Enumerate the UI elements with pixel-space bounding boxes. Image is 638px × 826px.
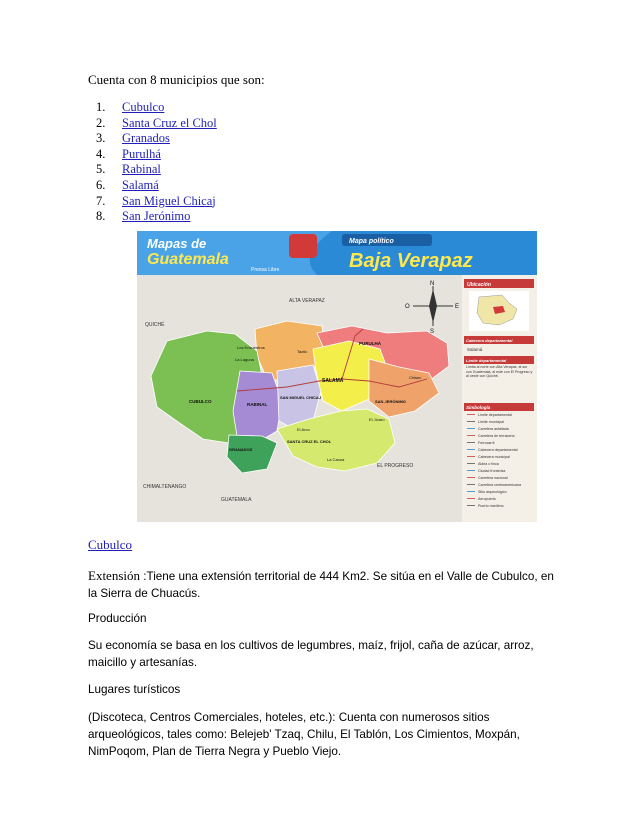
region-rabinal — [233, 371, 282, 443]
list-item — [96, 131, 217, 147]
place-label: Chisec — [409, 375, 422, 380]
legend-symbol-label: Carretera de terracería — [478, 434, 515, 438]
neighbor-label: ALTA VERAPAZ — [289, 298, 325, 304]
legend-symbol-label: Carretera nacional — [478, 476, 508, 480]
legend-symbol-label: Sitio arqueológico — [478, 490, 507, 494]
legend-symbol-label: Límite municipal — [478, 420, 504, 424]
neighbor-label: CHIMALTENANGO — [143, 484, 187, 490]
place-label: PURULHÁ — [359, 341, 381, 346]
map-title: Baja Verapaz — [349, 250, 473, 272]
list-item — [96, 162, 217, 178]
place-label: GRANADOS — [229, 447, 253, 452]
tourism-text: (Discoteca, Centros Comerciales, hoteles, etc.): Cuenta con numerosos sitios arqueológicos, tales como: Belejeb' Tzaq, Chilu, El Tablón, Los Cimientos, Moxpán, NimPoqom, Plan de Tierra Negra y Pueblo Viejo. — [88, 711, 520, 758]
legend-capital-title: Cabecera departamental — [466, 338, 513, 343]
place-label: El Jícaro — [369, 417, 385, 422]
compass-south: S — [430, 329, 435, 335]
municipality-link-san-jeronimo[interactable]: San Jerónimo — [122, 209, 191, 224]
municipality-link-rabinal[interactable]: Rabinal — [122, 162, 161, 177]
map-brand-line2: Guatemala — [147, 251, 229, 268]
legend-symbol-label: Aldea o finca — [478, 462, 499, 466]
legend-limits-title: Límite departamental — [466, 358, 507, 363]
neighbor-label: GUATEMALA — [221, 497, 252, 503]
municipality-link-granados[interactable]: Granados — [122, 131, 170, 146]
map-header-accent — [289, 234, 317, 258]
intro-text: Cuenta con 8 municipios que son: — [88, 72, 265, 87]
neighbor-label: EL PROGRESO — [377, 463, 414, 469]
list-number: 7. — [96, 193, 106, 208]
place-label: El Arco — [297, 427, 310, 432]
map-brand-sub: Prensa Libre — [251, 267, 280, 273]
compass-west: O — [405, 304, 410, 310]
legend-symbol-label: Carretera asfaltada — [478, 427, 509, 431]
legend-symbol-label: Carretera centroamericana — [478, 483, 521, 487]
municipality-list — [96, 100, 217, 225]
list-item — [96, 209, 217, 225]
place-label: SANTA CRUZ EL CHOL — [287, 439, 332, 444]
legend-symbol-label: Aeropuerto — [478, 497, 496, 501]
production-text: Su economía se basa en los cultivos de legumbres, maíz, frijol, caña de azúcar, arroz, maicillo y artesanías. — [88, 639, 534, 669]
list-item — [96, 194, 217, 210]
list-number: 6. — [96, 177, 106, 192]
place-label: SAN MIGUEL CHICAJ — [280, 395, 322, 400]
list-number: 3. — [96, 131, 106, 146]
extension-paragraph — [88, 567, 558, 602]
compass-north: N — [430, 281, 435, 287]
place-label: SALAMÁ — [322, 378, 344, 384]
list-number: 4. — [96, 146, 106, 161]
list-number: 5. — [96, 162, 106, 177]
compass-east: E — [455, 304, 460, 310]
municipality-link-cubulco[interactable]: Cubulco — [122, 100, 165, 114]
place-label: La Laguna — [235, 357, 254, 362]
extension-label: Extensión — [88, 568, 140, 583]
municipality-link-purulha[interactable]: Purulhá — [122, 146, 161, 161]
legend-limits-box — [466, 365, 534, 401]
municipality-link-salama[interactable]: Salamá — [122, 177, 159, 192]
place-label: Tactic — [297, 349, 308, 354]
map-brand-line1: Mapas de — [147, 236, 207, 251]
list-item — [96, 116, 217, 132]
extension-text: :Tiene una extensión territorial de 444 Km2. Se sitúa en el Valle de Cubulco, en la Sierra de Chuacús. — [88, 570, 554, 600]
tourism-heading: Lugares turísticos — [88, 683, 181, 696]
baja-verapaz-map — [137, 231, 537, 522]
list-item — [96, 147, 217, 163]
legend-location-title: Ubicación — [467, 282, 491, 288]
list-item — [96, 178, 217, 194]
place-label: La Canoa — [327, 457, 345, 462]
legend-symbol-label: Ciudad fronteriza — [478, 469, 506, 473]
map-subtitle: Mapa político — [349, 238, 394, 245]
legend-symbols-title: Simbología — [466, 405, 491, 410]
place-label: RABINAL — [247, 402, 268, 407]
legend-symbol-label: Puerto marítimo — [478, 504, 504, 508]
legend-symbol-label: Cabecera departamental — [478, 448, 518, 452]
legend-symbol-label: Ferrocarril — [478, 441, 495, 445]
municipality-link-san-miguel-chicaj[interactable]: San Miguel Chicaj — [122, 193, 216, 208]
legend-limits-text: Limita al norte con Alta Verapaz, al sur con Guatemala, al este con El Progreso y al oeste con Quiché. — [466, 365, 533, 379]
neighbor-label: QUICHÉ — [145, 322, 165, 328]
municipality-link-santa-cruz-el-chol[interactable]: Santa Cruz el Chol — [122, 115, 217, 130]
legend-symbol-label: Límite departamental — [478, 413, 512, 417]
list-number: 2. — [96, 115, 106, 130]
list-item — [96, 100, 217, 116]
place-label: Los Encuentros — [237, 345, 265, 350]
list-number: 8. — [96, 209, 106, 224]
legend-capital-value: Salamá — [467, 347, 483, 352]
legend-symbol-label: Cabecera municipal — [478, 455, 510, 459]
place-label: CUBULCO — [189, 399, 212, 404]
list-number: 1. — [96, 100, 106, 114]
place-label: SAN JERÓNIMO — [375, 399, 406, 404]
cubulco-heading-link[interactable]: Cubulco — [88, 537, 133, 552]
production-heading: Producción — [88, 612, 147, 625]
